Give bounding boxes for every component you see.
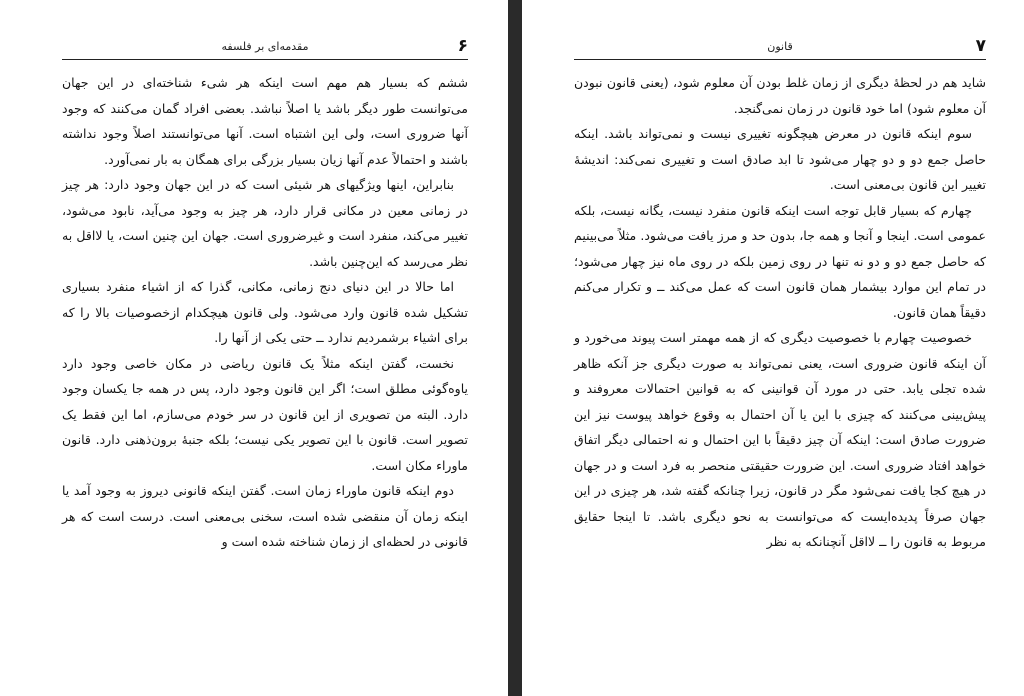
left-paragraph-1: ششم که بسیار هم مهم است اینکه هر شیء شناخته‌ای در این جهان می‌توانست طور دیگر باشد یا اصلاً نباشد. بعضی افراد گمان می‌کنند که وجود آنها ضروری است، ولی این اشتباه است. آنها می‌توانستند اصلاً وجود نداشته باشند و احتمالاً عدم آنها زیان بسیار بزرگی برای همگان به بار نمی‌آورد. bbox=[62, 75, 468, 167]
right-paragraph-4: خصوصیت چهارم با خصوصیت دیگری که از همه مهمتر است پیوند می‌خورد و آن اینکه قانون ضروری است، یعنی نمی‌تواند به صورت دیگری جز آنکه ظاهر شده تجلی یابد. حتی در مورد آن قوانینی که به قوانین احتمالات معروفند و پیش‌بینی می‌کنند که چیزی با این یا آن احتمال به وقوع خواهد پیوست نیز این ضرورت صادق است: اینکه آن چیز دقیقاً با این احتمال و نه احتمالی دیگر اتفاق خواهد افتاد ضروری است. این ضرورت حقیقتی منحصر به فرد است و در جهان در هیچ کجا یافت نمی‌شود مگر در قانون، زیرا چنانکه گفته شد، هر چیزی در این جهان صرفاً پدیده‌ایست که می‌توانست به نحو دیگری باشد. تا اینجا حقایق مربوط به قانون را ــ لااقل آنچنانکه به نظر bbox=[574, 330, 986, 549]
right-paragraph-1: شاید هم در لحظهٔ دیگری از زمان غلط بودن آن معلوم شود، (یعنی قانون نبودن آن معلوم شود) اما خود قانون در زمان نمی‌گنجد. bbox=[574, 75, 986, 116]
left-paragraph-5: دوم اینکه قانون ماوراء زمان است. گفتن اینکه قانونی دیروز به وجود آمد یا اینکه زمان آن منقضی شده است، سخنی بی‌معنی است. درست است که هر قانونی در لحظه‌ای از زمان شناخته شده است و bbox=[62, 483, 468, 549]
left-page bbox=[0, 0, 508, 696]
right-page-number: ۷ bbox=[975, 36, 986, 56]
book-gutter bbox=[508, 0, 522, 696]
right-paragraph-2: سوم اینکه قانون در معرض هیچگونه تغییری نیست و نمی‌تواند باشد. اینکه حاصل جمع دو و دو چهار می‌شود تا ابد صادق است و تغییری نمی‌کند: اندیشهٔ تغییر این قانون بی‌معنی است. bbox=[574, 126, 986, 192]
left-page-number: ۶ bbox=[457, 36, 468, 56]
right-page-body bbox=[574, 70, 986, 555]
left-page-body bbox=[62, 70, 468, 555]
left-paragraph-3: اما حالا در این دنیای دنج زمانی، مکانی، گذرا که از اشیاء منفرد بسیاری تشکیل شده قانون وارد می‌شود. ولی قانون هیچکدام ازخصوصیات بالا را که برای اشیاء برشمردیم ندارد ــ حتی یکی از آنها را. bbox=[62, 279, 468, 345]
right-page-header bbox=[574, 38, 986, 60]
left-paragraph-2: بنابراین، اینها ویژگیهای هر شیئی است که در این جهان وجود دارد: هر چیز در زمانی معین در مکانی قرار دارد، هر چیز به وجود می‌آید، نابود می‌شود، تغییر می‌کند، منفرد است و غیرضروری است. جهان این چنین است، یا لااقل به نظر می‌رسد که این‌چنین باشد. bbox=[62, 177, 468, 269]
right-page bbox=[522, 0, 1024, 696]
left-running-title: مقدمه‌ای بر فلسفه bbox=[221, 40, 309, 53]
left-paragraph-4: نخست، گفتن اینکه مثلاً یک قانون ریاضی در مکان خاصی وجود دارد یاوه‌گوئی مطلق است؛ اگر این قانون وجود دارد، پس در همه جا یکسان وجود دارد. البته من تصویری از این قانون در سر خودم می‌سازم، اما این فقط یک تصویر است. قانون با این تصویر یکی نیست؛ بلکه جنبهٔ برون‌ذهنی دارد. قانون ماوراء مکان است. bbox=[62, 355, 468, 473]
left-page-header bbox=[62, 38, 468, 60]
right-running-title: قانون bbox=[767, 40, 793, 53]
right-paragraph-3: چهارم که بسیار قابل توجه است اینکه قانون منفرد نیست، یگانه نیست، بلکه عمومی است. اینجا و آنجا و همه جا، بدون حد و مرز یافت می‌شود. مثلاً می‌بینیم که حاصل جمع دو و دو نه تنها در روی زمین بلکه در روی ماه نیز چهار می‌شود؛ در تمام این موارد بیشمار همان قانون است که عمل می‌کند ــ و تکرار می‌کنم دقیقاً همان قانون. bbox=[574, 202, 986, 320]
